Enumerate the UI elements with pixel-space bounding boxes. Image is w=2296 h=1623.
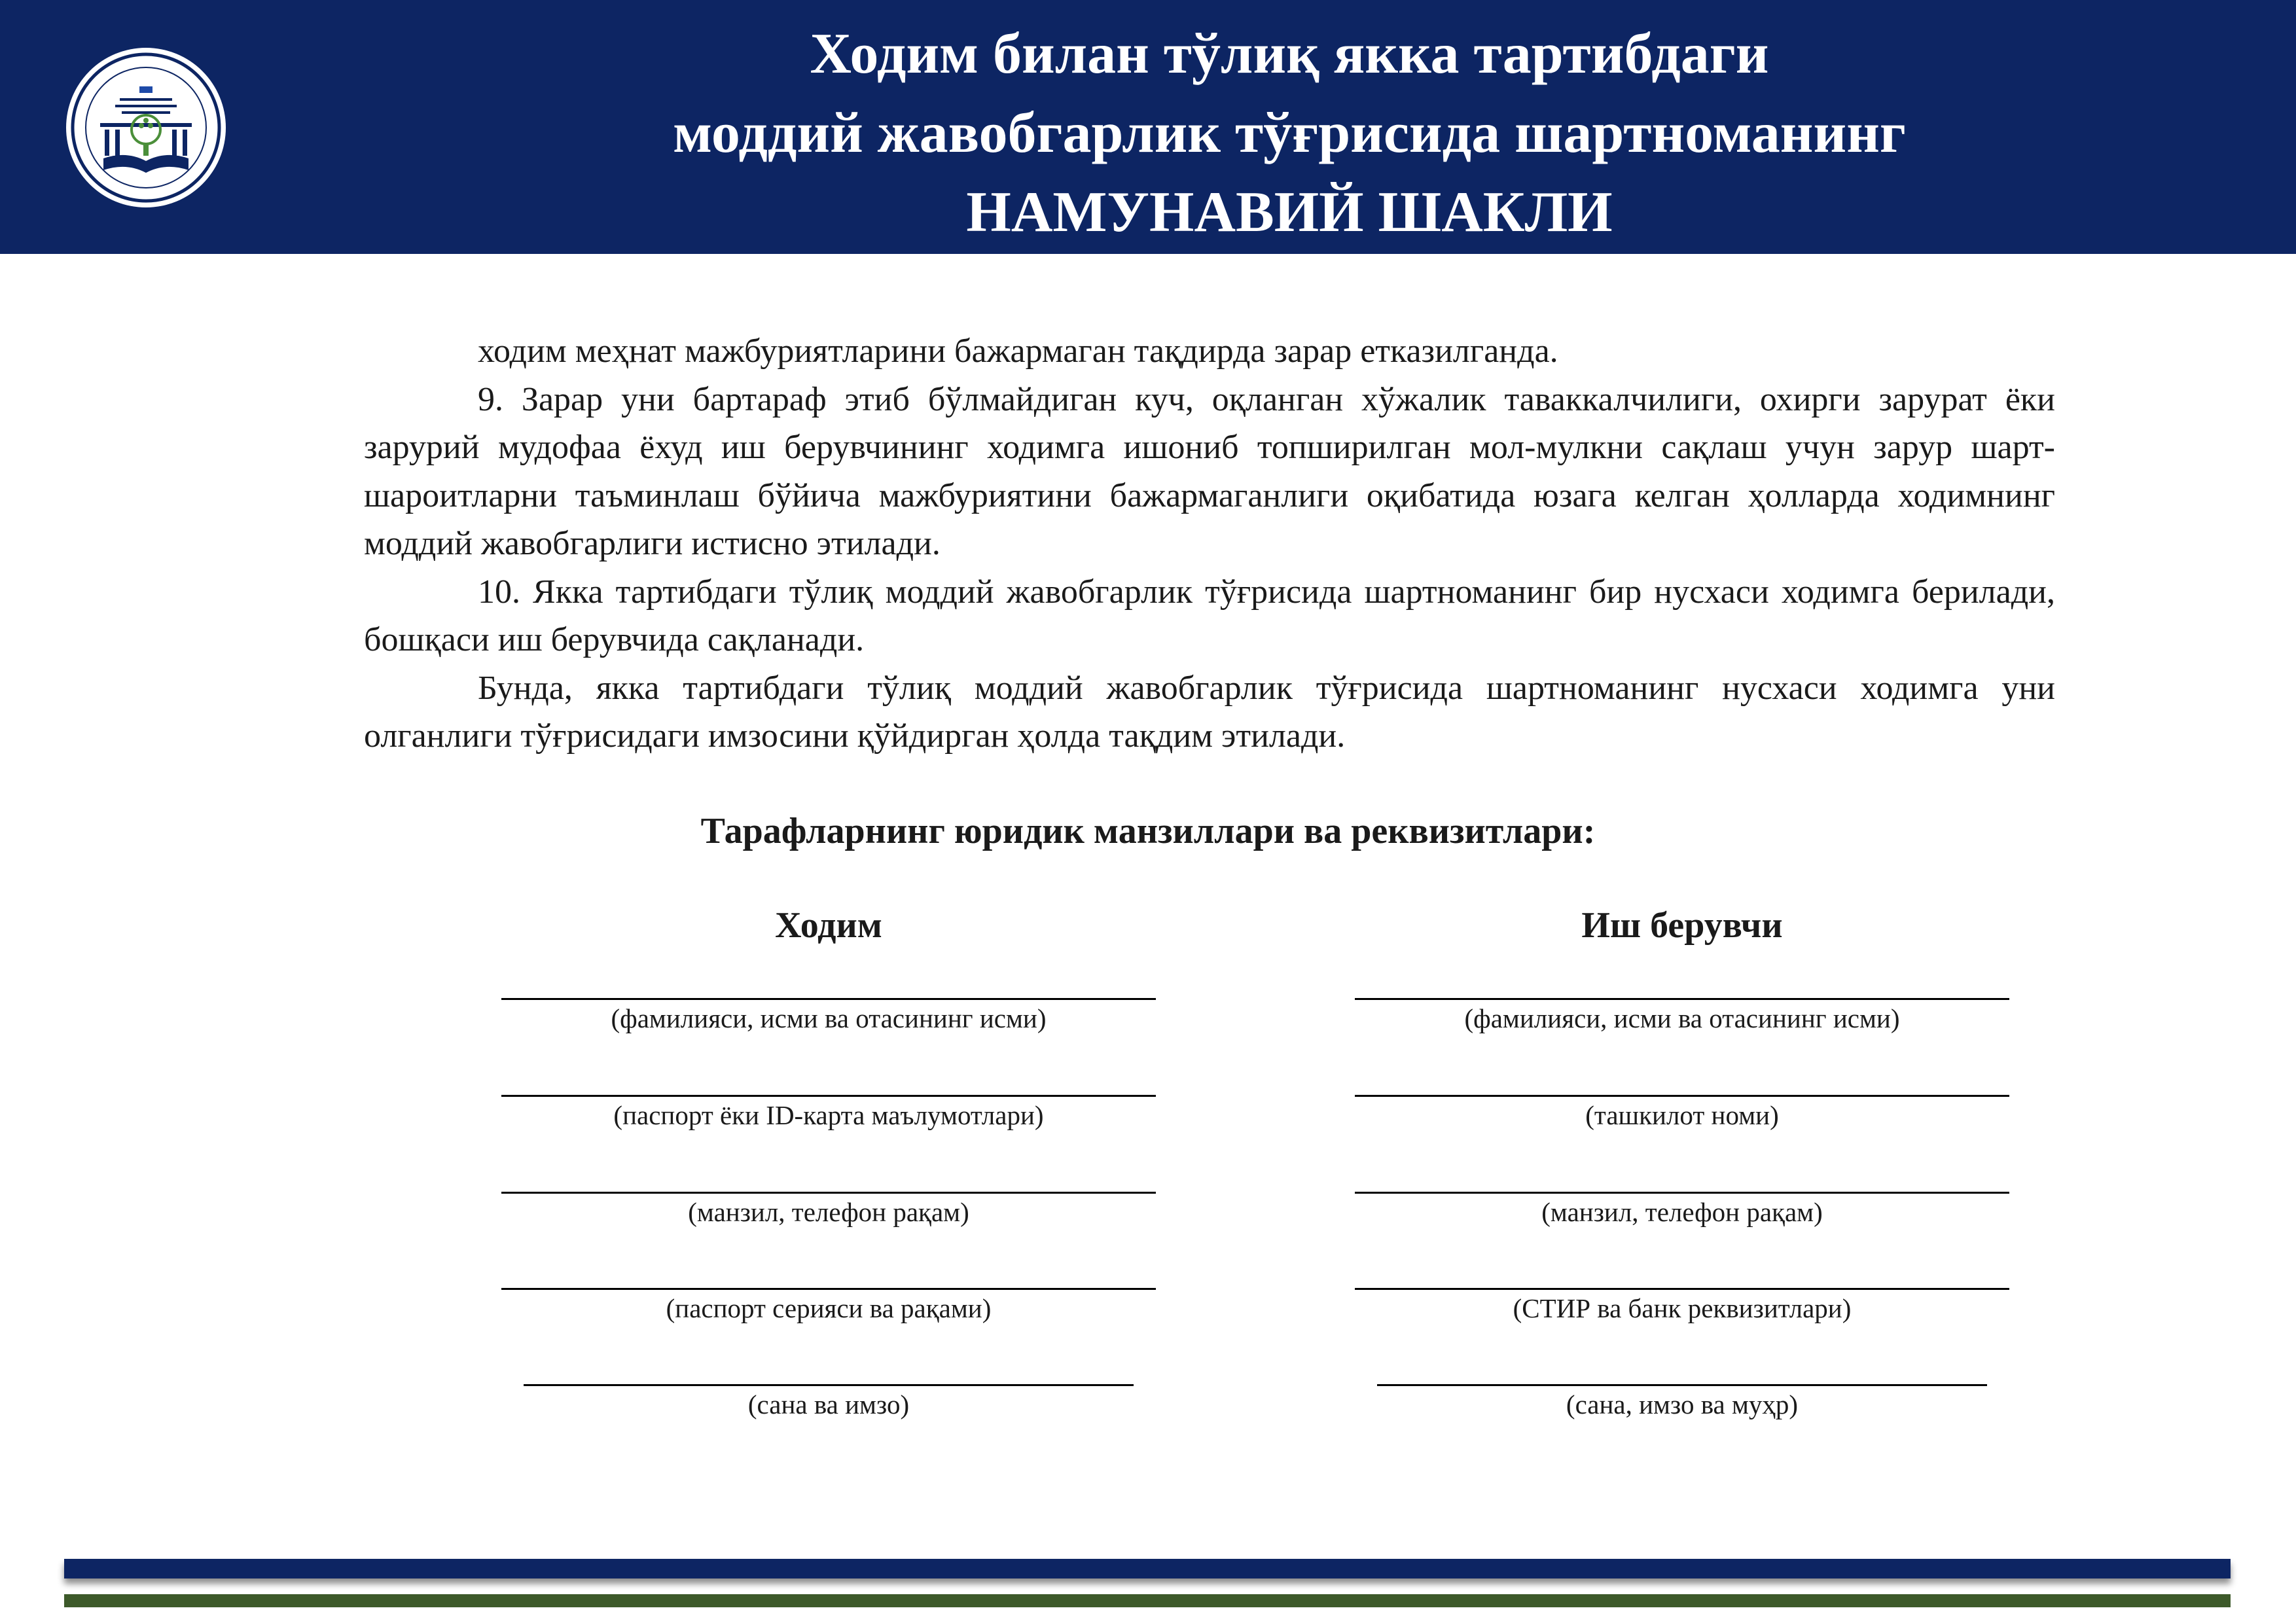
employee-name-caption: (фамилияси, исми ва отасининг исми) [611, 1003, 1047, 1033]
header-title-line-1: Ходим билан тўлиқ якка тартибдаги [810, 22, 1769, 86]
header-title-line-2: моддий жавобгарлик тўғрисида шартноманинг [673, 101, 1906, 165]
employee-column-title: Ходим [775, 905, 882, 946]
employee-address-line [501, 1192, 1156, 1194]
requisites-title: Тарафларнинг юридик манзиллари ва реквизитлари: [700, 811, 1596, 851]
employee-passport-caption: (паспорт ёки ID-карта маълумотлари) [613, 1100, 1044, 1130]
employer-signature-line [1377, 1384, 1987, 1386]
employer-name-caption: (фамилияси, исми ва отасининг исми) [1464, 1003, 1900, 1033]
university-emblem-icon [64, 46, 228, 209]
employer-signature-caption: (сана, имзо ва муҳр) [1566, 1389, 1799, 1419]
employee-passport-line [501, 1095, 1156, 1097]
employer-organization-line [1355, 1095, 2009, 1097]
header-title [340, 14, 2238, 252]
paragraph-10: 10. Якка тартибдаги тўлиқ моддий жавобгарлик тўғрисида шартноманинг бир нусхаси ходимга берилади, бошқаси иш берувчида сақланади. [364, 573, 2055, 658]
footer-blue-stripe [64, 1559, 2231, 1578]
employee-name-line [501, 998, 1156, 1000]
employer-tin-bank-caption: (СТИР ва банк реквизитлари) [1513, 1293, 1852, 1323]
paragraph-copy-note: Бунда, якка тартибдаги тўлиқ моддий жавобгарлик тўғрисида шартноманинг нусхаси ходимга уни олганлиги тўғрисидаги имзосини қўйдирган ҳолда тақдим этилади. [364, 669, 2055, 755]
employer-column-title: Иш берувчи [1581, 905, 1783, 946]
employer-tin-bank-line [1355, 1288, 2009, 1290]
employer-organization-caption: (ташкилот номи) [1585, 1100, 1779, 1130]
employee-signature-line [524, 1384, 1134, 1386]
employer-address-caption: (манзил, телефон рақам) [1541, 1197, 1823, 1227]
employee-passport-series-line [501, 1288, 1156, 1290]
header-banner [0, 0, 2296, 254]
employee-signature-caption: (сана ва имзо) [747, 1389, 910, 1419]
footer-green-stripe [64, 1594, 2231, 1607]
paragraph-continuation: ходим меҳнат мажбуриятларини бажармаган тақдирда зарар етказилганда. [478, 332, 1558, 370]
paragraph-9: 9. Зарар уни бартараф этиб бўлмайдиган куч, оқланган хўжалик таваккалчилиги, охирги зарурат ёки зарурий мудофаа ёхуд иш берувчининг ходимга ишониб топширилган мол-мулкни сақлаш учун зарур шарт-шароитларни таъминлаш бўйича мажбуриятини бажармаганлиги оқибатида юзага келган ҳолларда ходимнинг моддий жавобгарлиги истисно этилади. [364, 380, 2055, 562]
employee-address-caption: (манзил, телефон рақам) [688, 1197, 969, 1227]
employer-name-line [1355, 998, 2009, 1000]
document-body [364, 327, 2055, 760]
employer-address-line [1355, 1192, 2009, 1194]
header-title-line-3: НАМУНАВИЙ ШАКЛИ [966, 181, 1613, 244]
employee-passport-series-caption: (паспорт серияси ва рақами) [666, 1293, 992, 1323]
